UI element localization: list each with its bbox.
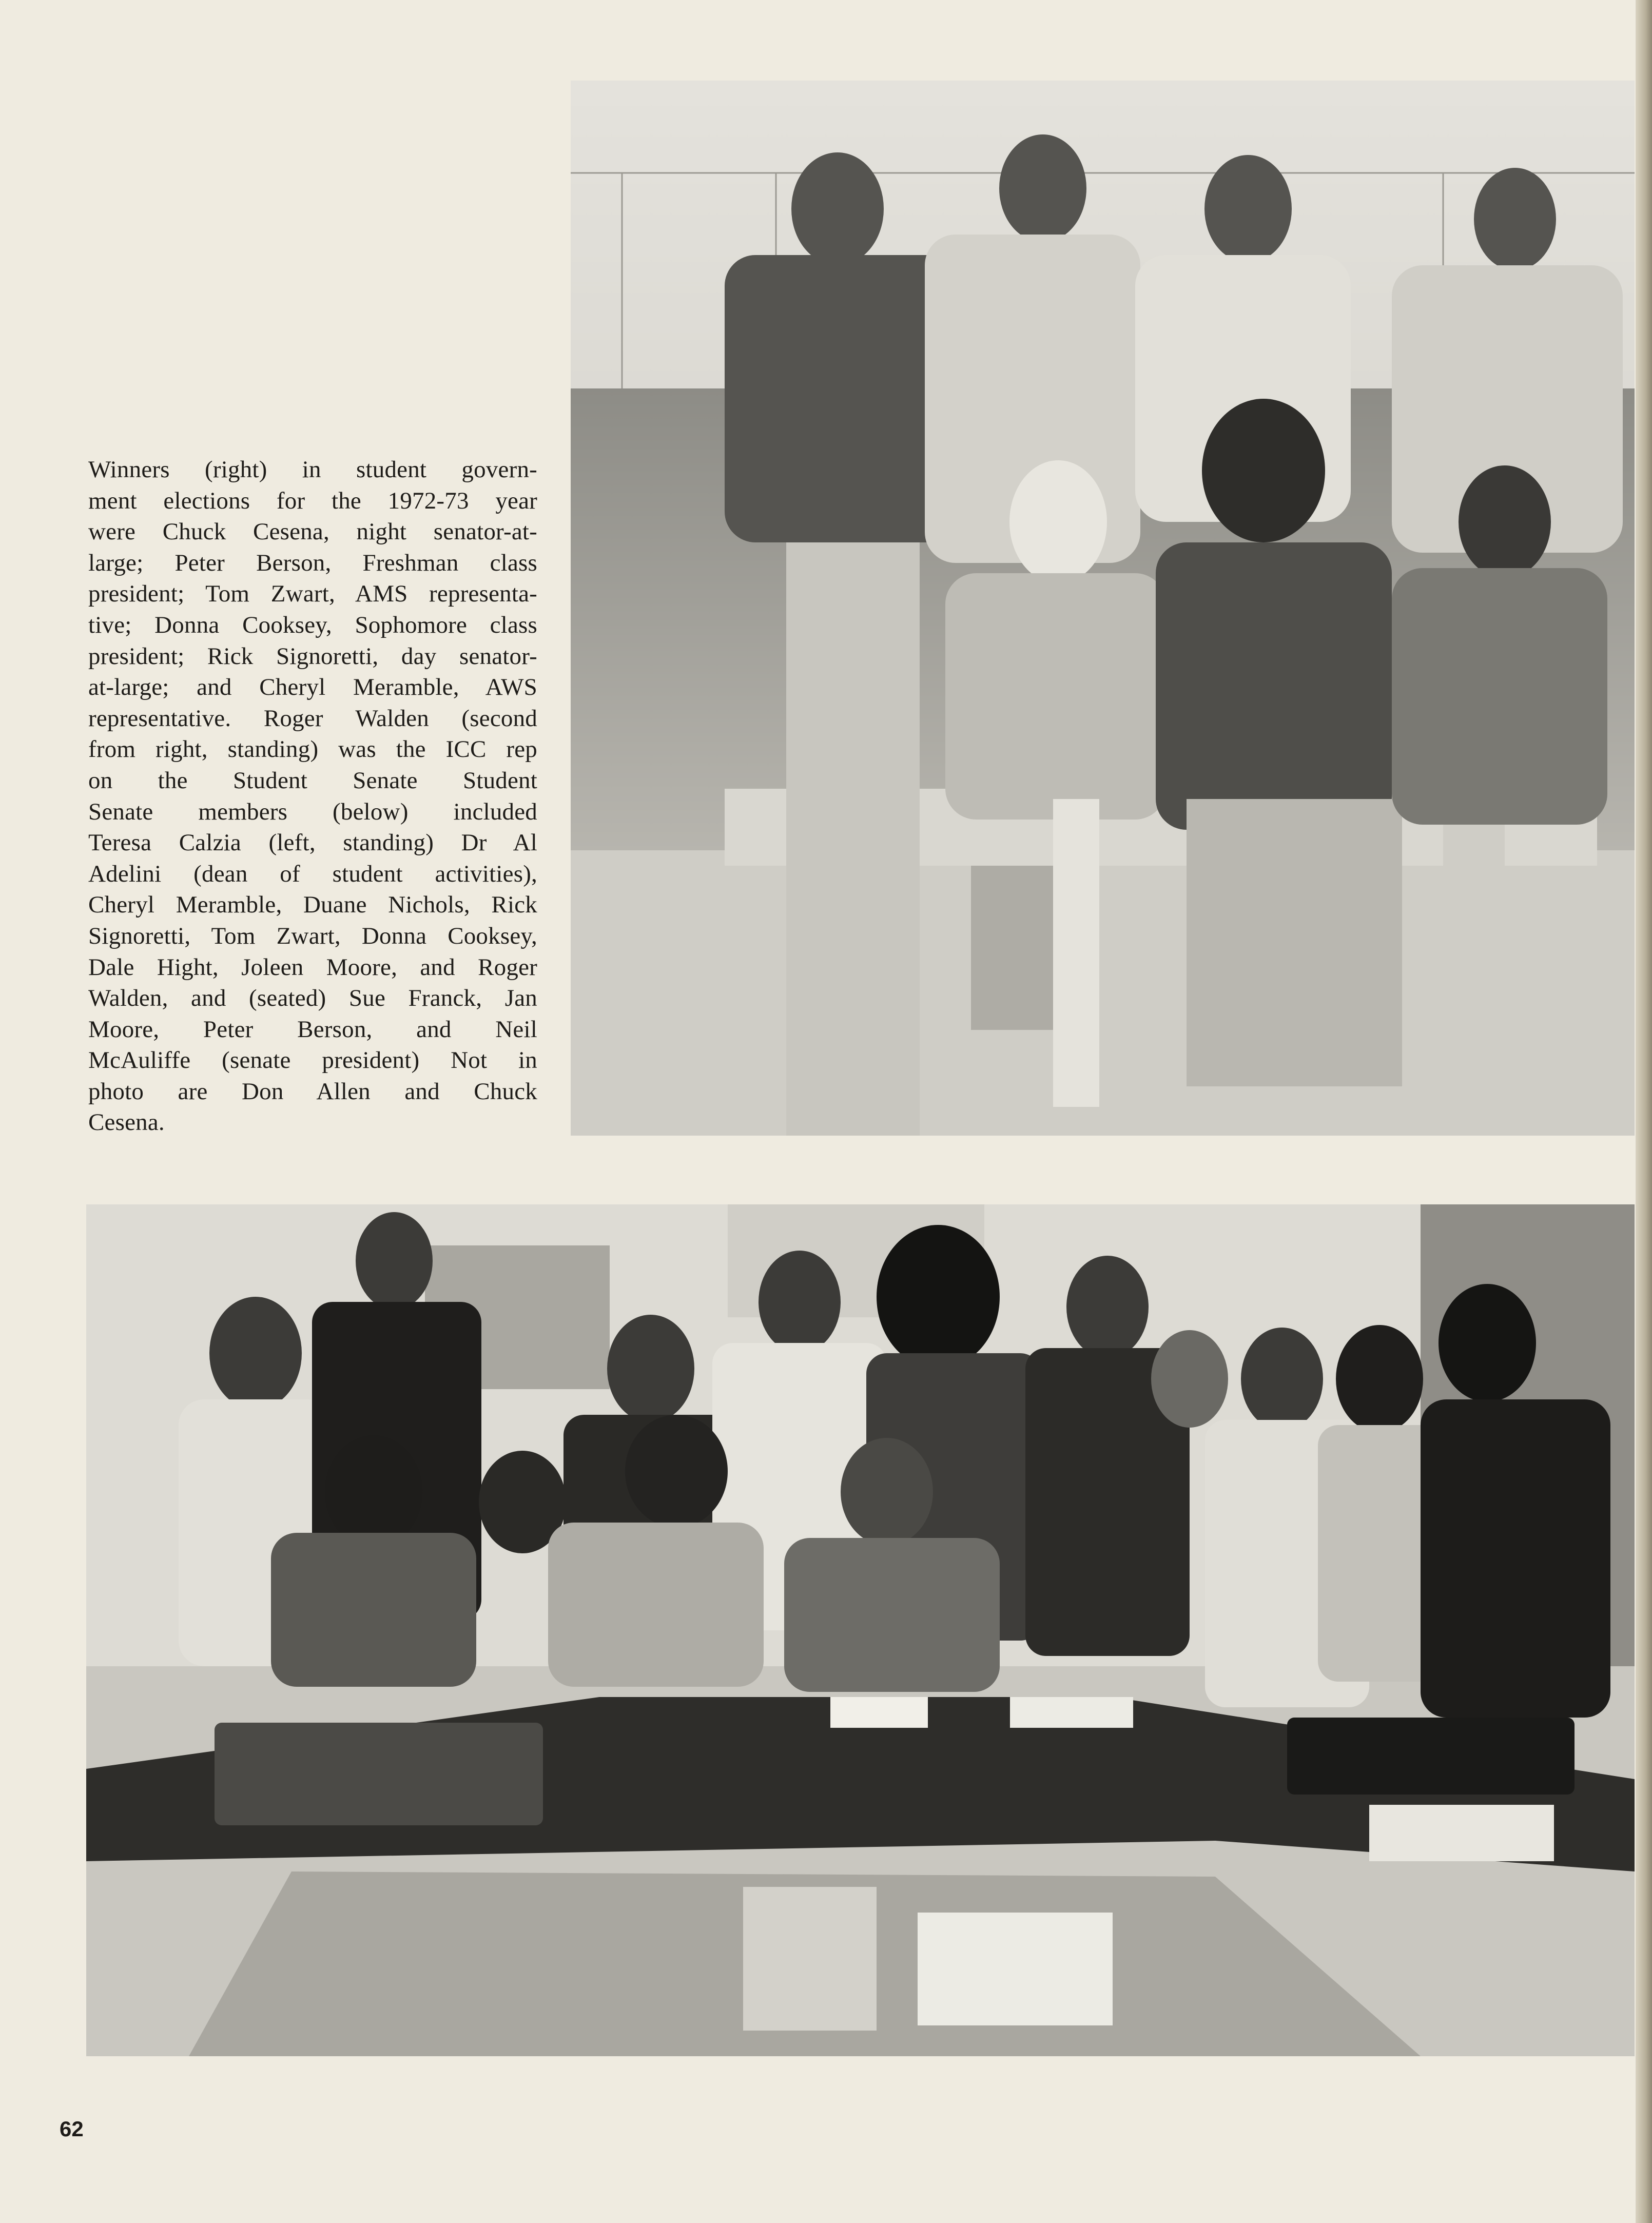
caption-line: Signoretti, Tom Zwart, Donna Cooksey, bbox=[88, 922, 537, 949]
caption-line: on the Student Senate Student bbox=[88, 767, 537, 794]
caption-line: Moore, Peter Berson, and Neil bbox=[88, 1016, 537, 1043]
caption-line: photo are Don Allen and Chuck bbox=[88, 1078, 537, 1105]
caption-line: Winners (right) in student govern- bbox=[88, 456, 537, 483]
caption-line: Cheryl Meramble, Duane Nichols, Rick bbox=[88, 891, 537, 919]
page-number: 62 bbox=[60, 2117, 84, 2141]
caption-line: large; Peter Berson, Freshman class bbox=[88, 549, 537, 576]
caption-line: Cesena. bbox=[88, 1109, 165, 1136]
caption-line: president; Rick Signoretti, day senator- bbox=[88, 642, 537, 670]
caption-line: Dale Hight, Joleen Moore, and Roger bbox=[88, 953, 537, 981]
caption-line: president; Tom Zwart, AMS representa- bbox=[88, 580, 537, 608]
caption-line: were Chuck Cesena, night senator-at- bbox=[88, 518, 537, 545]
caption-line: representative. Roger Walden (second bbox=[88, 705, 537, 732]
caption-line: Walden, and (seated) Sue Franck, Jan bbox=[88, 985, 537, 1012]
caption-line: Teresa Calzia (left, standing) Dr Al bbox=[88, 829, 537, 856]
caption-line: from right, standing) was the ICC rep bbox=[88, 736, 537, 763]
caption-line: McAuliffe (senate president) Not in bbox=[88, 1047, 537, 1074]
election-winners-photo bbox=[571, 81, 1635, 1136]
caption-line: Senate members (below) included bbox=[88, 798, 537, 825]
page-binding-edge bbox=[1636, 0, 1652, 2223]
caption-line: tive; Donna Cooksey, Sophomore class bbox=[88, 611, 537, 638]
caption-line: ment elections for the 1972-73 year bbox=[88, 487, 537, 514]
photo-caption bbox=[88, 454, 537, 1138]
student-senate-photo bbox=[86, 1204, 1635, 2056]
caption-line: Adelini (dean of student activities), bbox=[88, 860, 537, 887]
caption-line: at-large; and Cheryl Meramble, AWS bbox=[88, 674, 537, 701]
